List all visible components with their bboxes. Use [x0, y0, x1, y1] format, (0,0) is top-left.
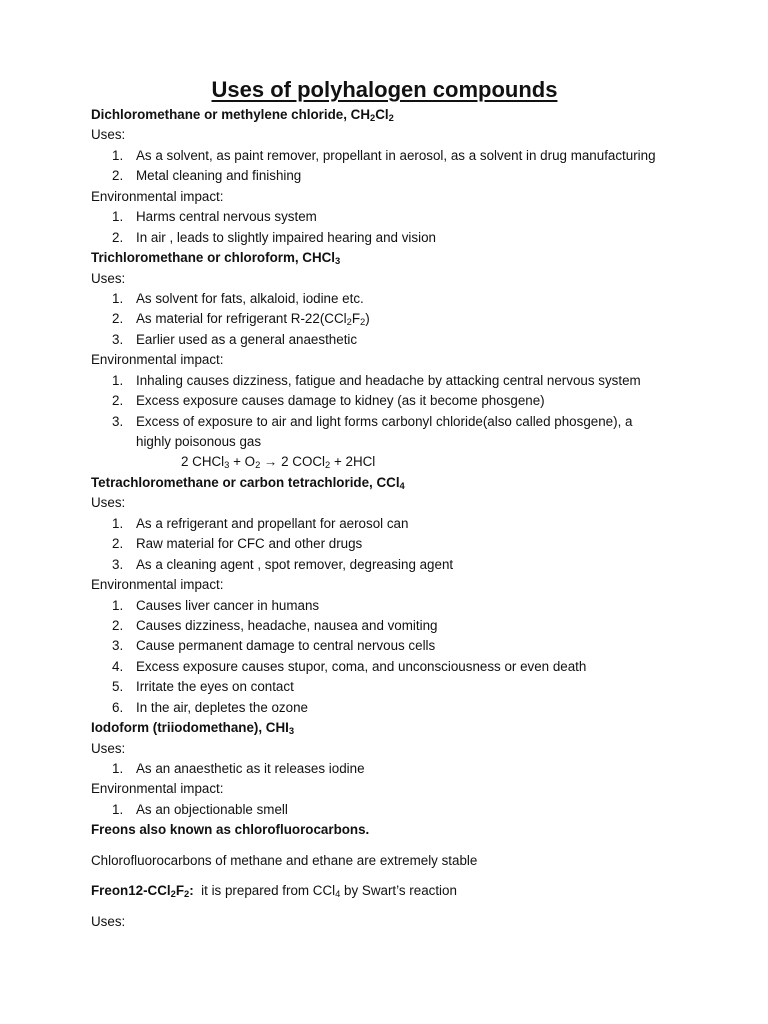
- subscript: 2: [388, 112, 394, 123]
- uses-label: Uses:: [91, 270, 126, 286]
- arrow-icon: →: [260, 454, 282, 470]
- list-item: 1. As an objectionable smell: [112, 801, 288, 817]
- list-item: 4. Excess exposure causes stupor, coma, and unconsciousness or even death: [112, 658, 587, 674]
- section-heading-freons: Freons also known as chlorofluorocarbons.: [91, 822, 370, 838]
- section-heading-carbon-tetrachloride: Tetrachloromethane or carbon tetrachloride, CCl$_4$: [91, 474, 405, 491]
- subscript: 2: [370, 112, 376, 123]
- uses-label: Uses:: [91, 740, 126, 756]
- list-item: 1. Inhaling causes dizziness, fatigue and headache by attacking central nervous system: [112, 372, 641, 388]
- freon12-line: $Freon12-CCl_2F_2$: it is prepared from CCl$_4$ by Swart’s reaction: [91, 883, 457, 900]
- environmental-impact-label: Environmental impact:: [91, 188, 224, 204]
- list-item: 2. In air , leads to slightly impaired hearing and vision: [112, 229, 436, 245]
- list-item: 1. As a solvent, as paint remover, propellant in aerosol, as a solvent in drug manufacturing: [112, 147, 656, 163]
- environmental-impact-label: Environmental impact:: [91, 577, 224, 593]
- paragraph: Chlorofluorocarbons of methane and ethane are extremely stable: [91, 852, 478, 868]
- list-item: 3. Cause permanent damage to central nervous cells: [112, 638, 436, 654]
- uses-label: Uses:: [91, 495, 126, 511]
- environmental-impact-label: Environmental impact:: [91, 781, 224, 797]
- chemical-equation: 2 CHCl$_3$ + $O_2 \to 2$ COCl$_2$ + 2HCl: [181, 454, 376, 471]
- formula-text: Cl: [375, 107, 389, 122]
- list-item: 2. Excess exposure causes damage to kidney (as it become phosgene): [112, 393, 545, 409]
- section-heading-chloroform: Trichloromethane or chloroform, CHCl$_3$: [91, 250, 341, 266]
- list-item: 3. Excess of exposure to air and light forms carbonyl chloride(also called phosgene), a: [112, 413, 633, 429]
- list-item: 6. In the air, depletes the ozone: [112, 699, 308, 715]
- list-item: 1. Causes liver cancer in humans: [112, 597, 320, 613]
- list-item: 1. As a refrigerant and propellant for aerosol can: [112, 515, 409, 531]
- list-item: 3. Earlier used as a general anaesthetic: [112, 331, 358, 347]
- list-item: 2. Causes dizziness, headache, nausea and vomiting: [112, 617, 438, 633]
- list-item: 1. Harms central nervous system: [112, 209, 317, 225]
- section-heading-iodoform: Iodoform (triiodomethane), $CHI_3$: [91, 720, 295, 736]
- list-item: 1. As solvent for fats, alkaloid, iodine etc.: [112, 290, 364, 306]
- list-item: 5. Irritate the eyes on contact: [112, 679, 294, 695]
- list-item: 2. Raw material for CFC and other drugs: [112, 536, 363, 552]
- list-item: 1. As an anaesthetic as it releases iodine: [112, 761, 365, 776]
- environmental-impact-label: Environmental impact:: [91, 352, 224, 368]
- list-item: 2. Metal cleaning and finishing: [112, 168, 302, 184]
- heading-text: Dichloromethane or methylene chloride, CH: [91, 107, 371, 122]
- list-item-continuation: highly poisonous gas: [136, 434, 262, 449]
- list-item: 3. As a cleaning agent , spot remover, degreasing agent: [112, 556, 454, 572]
- uses-label: Uses:: [91, 127, 126, 143]
- section-heading-dichloromethane: [91, 105, 688, 125]
- page-title: Uses of polyhalogen compounds: [211, 77, 558, 102]
- list-item: 2. As material for refrigerant $R-22(CCl_2F_2)$: [112, 311, 370, 328]
- uses-label: Uses:: [91, 913, 126, 929]
